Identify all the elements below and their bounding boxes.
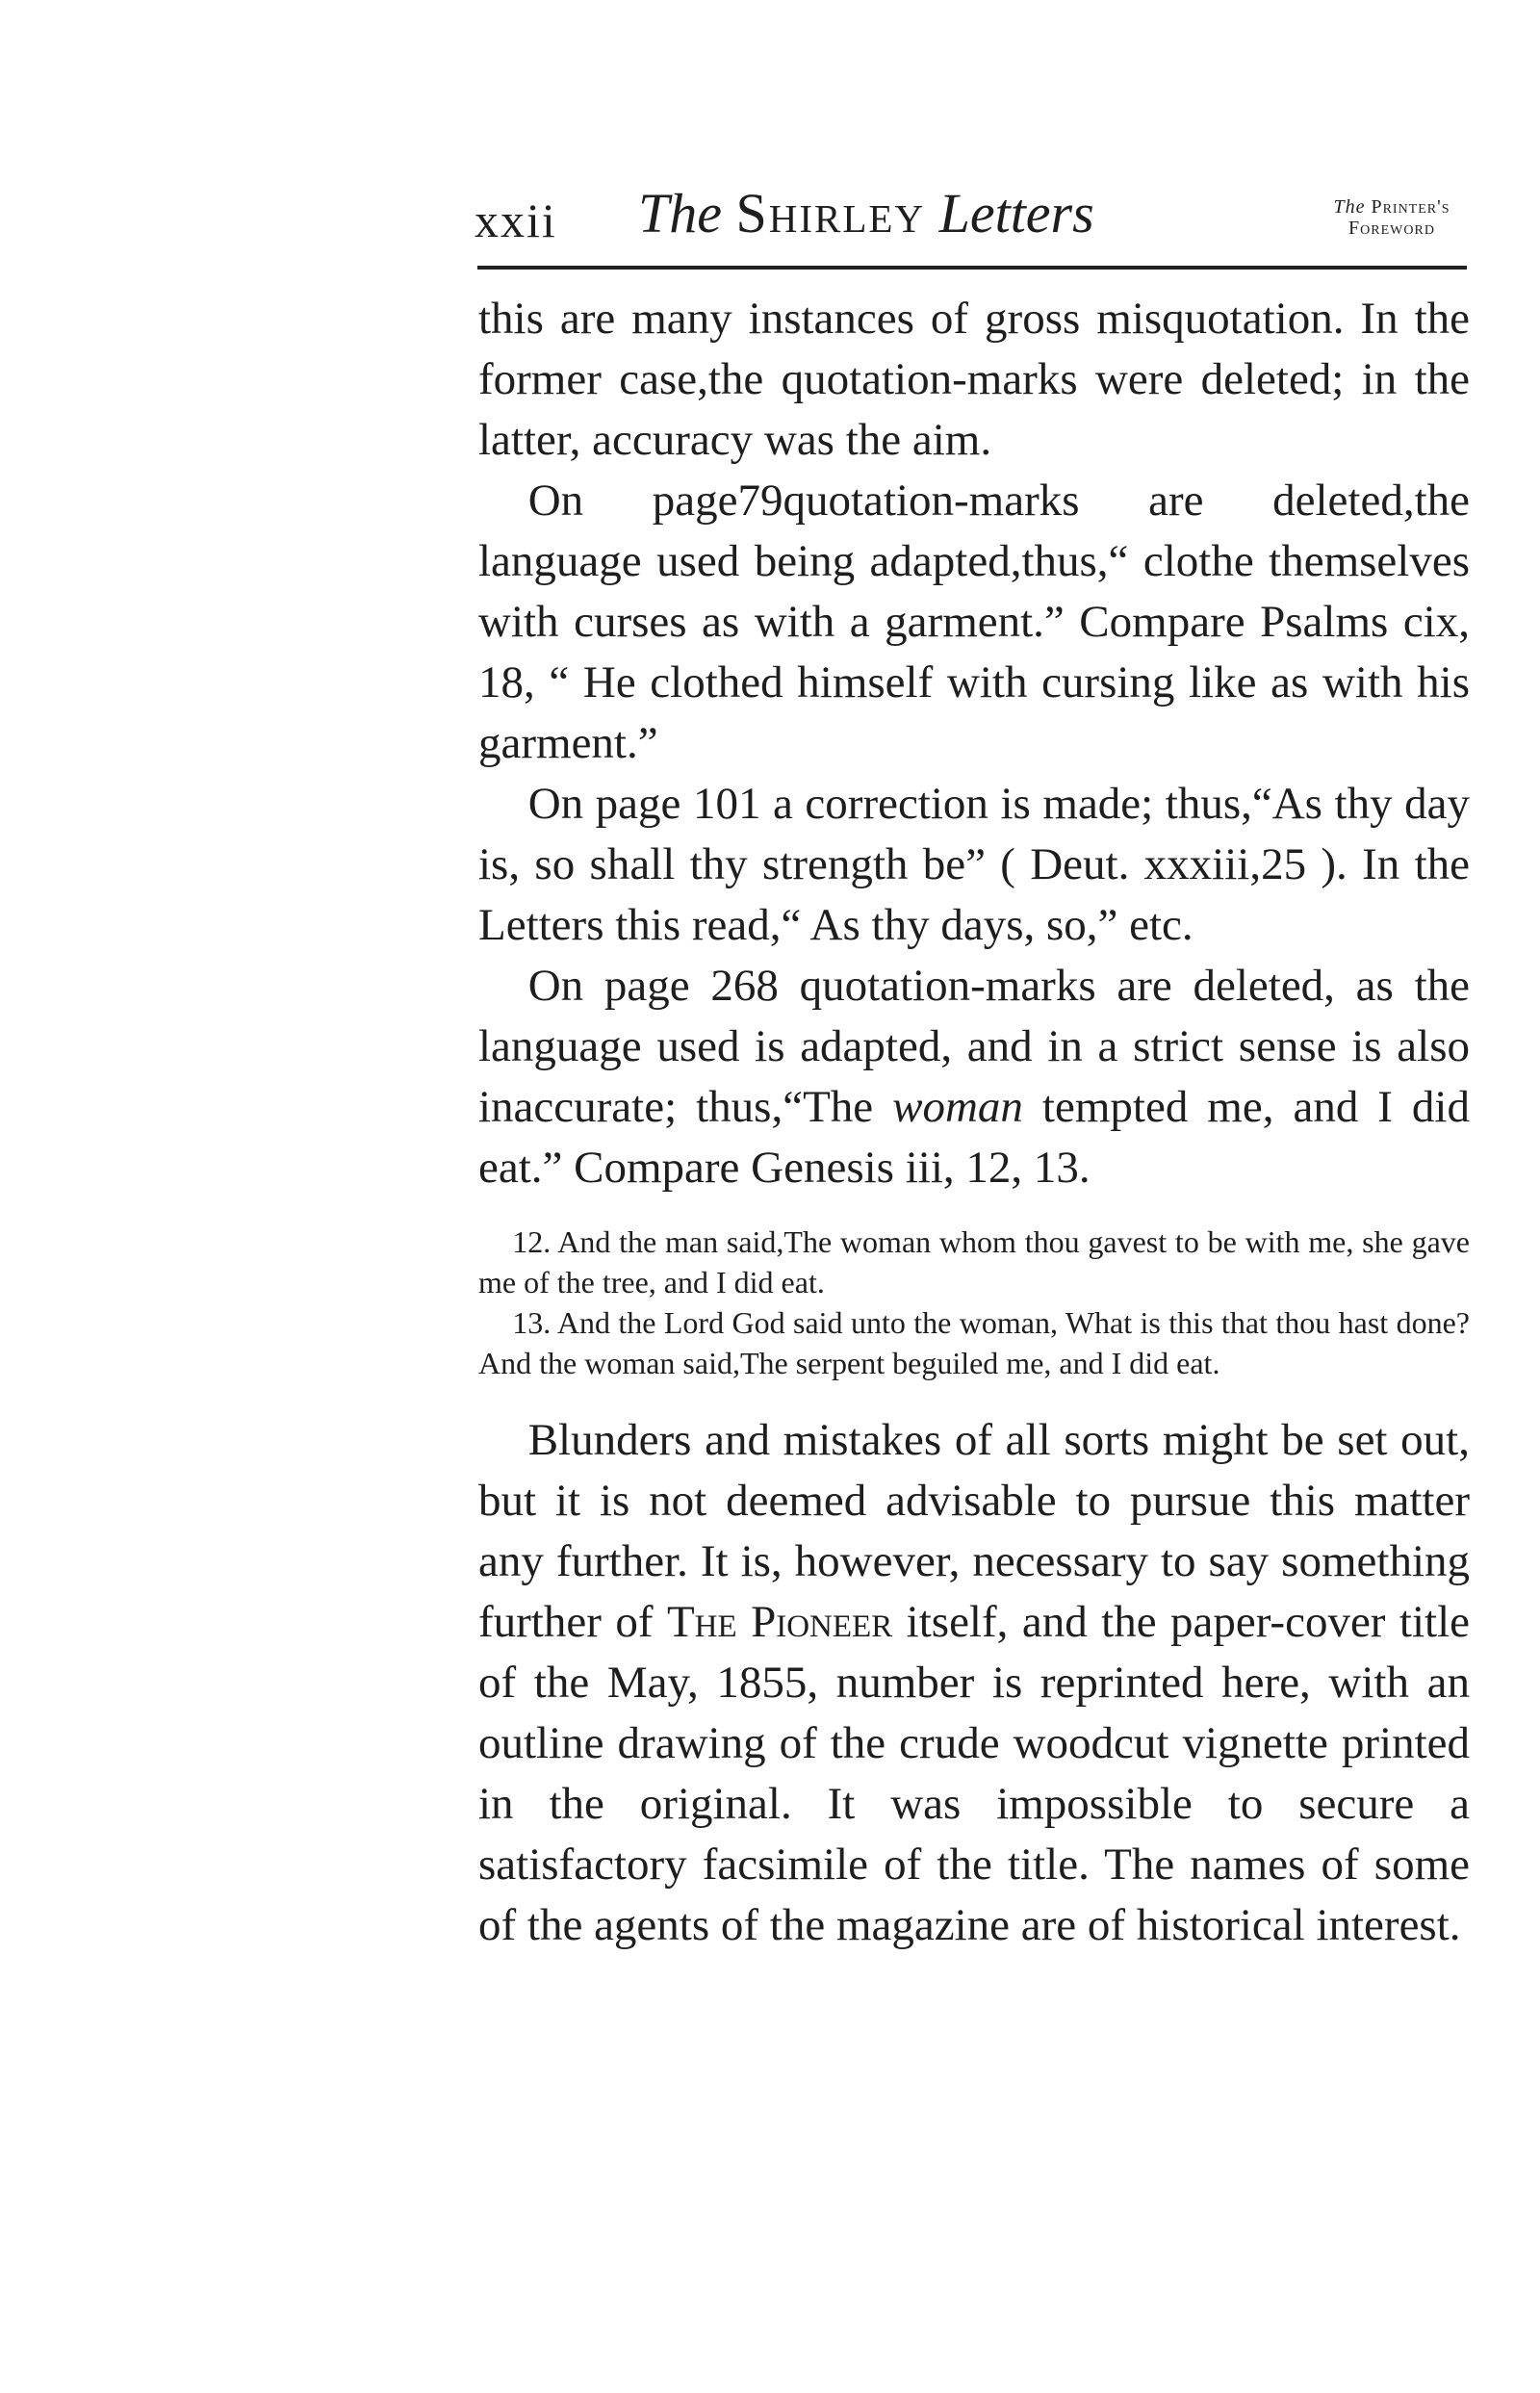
section-label-line1 — [1320, 196, 1464, 218]
paragraph-5-before: Blunders and mistakes of all sorts might be set out, but it is not deemed advisable to pursue this matter any further. It is, however, necessary to say something further of — [478, 1415, 1470, 1647]
section-label-the: The — [1333, 196, 1366, 218]
paragraph-1: this are many instances of gross misquotation. In the former case,the quotation-marks were deleted; in the latter, accuracy was the aim. — [478, 294, 1470, 465]
paragraph-4-before: On page 268 quotation-marks are deleted, as the language used is adapted, and in a strict sense is also inaccurate; thus,“The — [478, 961, 1470, 1132]
quote-verse-12: 12. And the man said,The woman whom thou gavest to be with me, she gave me of the tree, and I did eat. — [478, 1224, 1470, 1299]
section-label — [1320, 196, 1464, 239]
paragraph-4-emphasis: woman — [892, 1082, 1023, 1132]
scripture-quote — [478, 1222, 1470, 1383]
section-label-line2: Foreword — [1348, 218, 1435, 239]
running-title-name: Shirley — [735, 182, 926, 244]
running-title-the: The — [638, 182, 722, 244]
running-title-letters: Letters — [938, 182, 1094, 244]
header-rule — [477, 266, 1467, 270]
paragraph-4-after: tempted me, and I did eat.” Compare Genesis iii, 12, 13. — [478, 1082, 1470, 1193]
running-head — [475, 181, 1476, 258]
quote-verse-13: 13. And the Lord God said unto the woman, What is this that thou hast done? And the woman said,The serpent beguiled me, and I did eat. — [478, 1305, 1470, 1380]
paragraph-5 — [478, 1410, 1470, 1956]
running-title — [638, 181, 1094, 245]
paragraph-4 — [478, 956, 1470, 1198]
body-text — [478, 289, 1470, 1956]
paragraph-2: On page79quotation-marks are deleted,the language used being adapted,thus,“ clothe themselves with curses as with a garment.” Compare Psalms cix, 18, “ He clothed himself with cursing like as with his garment.” — [478, 476, 1470, 768]
paragraph-3: On page 101 a correction is made; thus,“As thy day is, so shall thy strength be” ( Deut. xxxiii,25 ). In the Letters this read,“ As thy days, so,” etc. — [478, 779, 1470, 950]
page-number: xxii — [475, 193, 557, 247]
section-label-printers: Printer's — [1371, 196, 1450, 218]
paragraph-5-pioneer: The Pioneer — [666, 1597, 893, 1647]
paragraph-5-after: itself, and the paper-cover title of the May, 1855, number is reprinted here, with an outline drawing of the crude woodcut vignette printed in the original. It was impossible to secure a satisfactory facsimile of the title. The names of some of the agents of the magazine are of historical interest. — [478, 1597, 1471, 1950]
